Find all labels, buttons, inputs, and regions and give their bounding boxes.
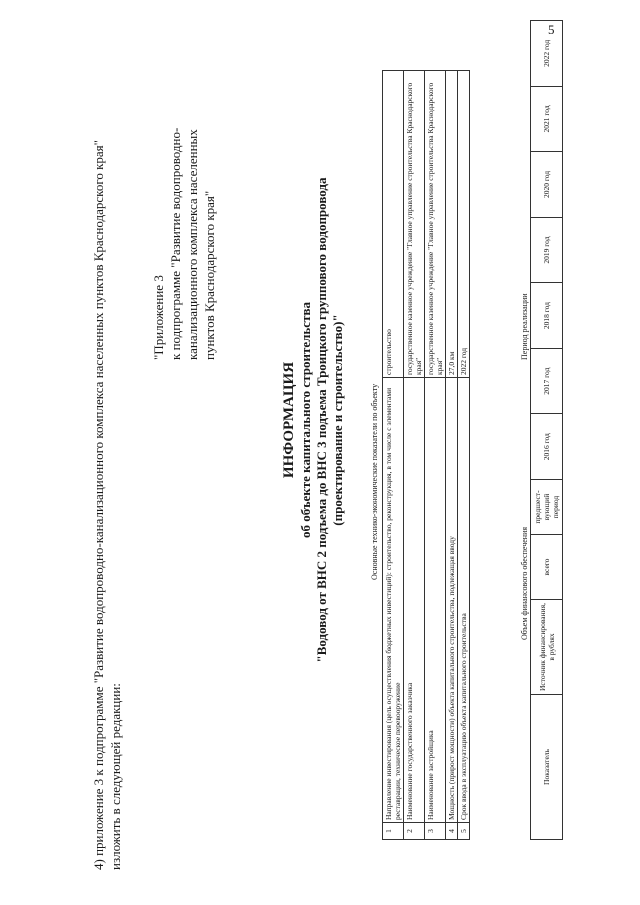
row-label: Наименование государственного заказчика xyxy=(404,378,425,823)
table-row xyxy=(458,71,470,840)
finance-heading: Объем финансового обеспечения xyxy=(520,526,529,640)
col-year: 2021 год xyxy=(531,86,563,152)
row-value: строительство xyxy=(383,71,404,378)
indicators-table xyxy=(382,70,470,840)
col-year: 2022 год xyxy=(531,21,563,87)
appendix-label: "Приложение 3 к подпрограмме "Развитие водопроводно-канализационного комплекса населенных пунктов Краснодарского края" xyxy=(151,127,217,360)
col-year: 2017 год xyxy=(531,348,563,414)
finance-table xyxy=(530,20,563,840)
row-number: 3 xyxy=(425,823,446,840)
intro-text: 4) приложение 3 к подпрограмме "Развитие водопроводно-канализационного комплекса населенных пунктов Краснодарского края" изложить в следующей редакции: xyxy=(91,140,123,870)
page-number: 5 xyxy=(548,22,555,37)
col-year: 2018 год xyxy=(531,283,563,349)
row-number: 5 xyxy=(458,823,470,840)
row-label: Срок ввода в эксплуатацию объекта капитального строительства xyxy=(458,378,470,823)
col-prev: предшест-вующий период xyxy=(531,480,563,535)
row-value: государственное казенное учреждение "Главное управление строительства Краснодарского края" xyxy=(425,71,446,378)
title-sub2: "Водовод от ВНС 2 подъема до ВНС 3 подъема Троицкого группового водопровода xyxy=(314,177,329,663)
title-main: ИНФОРМАЦИЯ xyxy=(281,361,297,479)
rotated-page-content xyxy=(30,20,610,880)
table-row xyxy=(446,71,458,840)
row-value: государственное казенное учреждение "Главное управление строительства Краснодарского края" xyxy=(404,71,425,378)
col-source: Источник финансирования, в рублях xyxy=(531,600,563,695)
section-heading: Основные технико-экономические показатели по объекту xyxy=(370,383,379,580)
title-sub3: (проектирование и строительство)" xyxy=(330,314,345,526)
row-number: 1 xyxy=(383,823,404,840)
col-year: 2016 год xyxy=(531,414,563,480)
row-number: 4 xyxy=(446,823,458,840)
period-heading: Период реализации xyxy=(520,293,529,360)
row-number: 2 xyxy=(404,823,425,840)
col-year: 2020 год xyxy=(531,152,563,218)
title-block xyxy=(280,140,346,700)
col-total: всего xyxy=(531,535,563,600)
table-row xyxy=(383,71,404,840)
table-row xyxy=(404,71,425,840)
col-year: 2019 год xyxy=(531,217,563,283)
row-label: Мощность (прирост мощности) объекта капитального строительства, подлежащая вводу xyxy=(446,378,458,823)
row-value: 2022 год xyxy=(458,71,470,378)
table-row xyxy=(425,71,446,840)
row-label: Наименование застройщика xyxy=(425,378,446,823)
title-sub1: об объекте капитального строительства xyxy=(298,302,313,538)
col-indicator: Показатель xyxy=(531,695,563,840)
row-value: 27,0 км xyxy=(446,71,458,378)
row-label: Направление инвестирования (цель осуществления бюджетных инвестиций): строительство, реконструкция, в том числе с элементами реставрации, техническое перевооружение xyxy=(383,378,404,823)
